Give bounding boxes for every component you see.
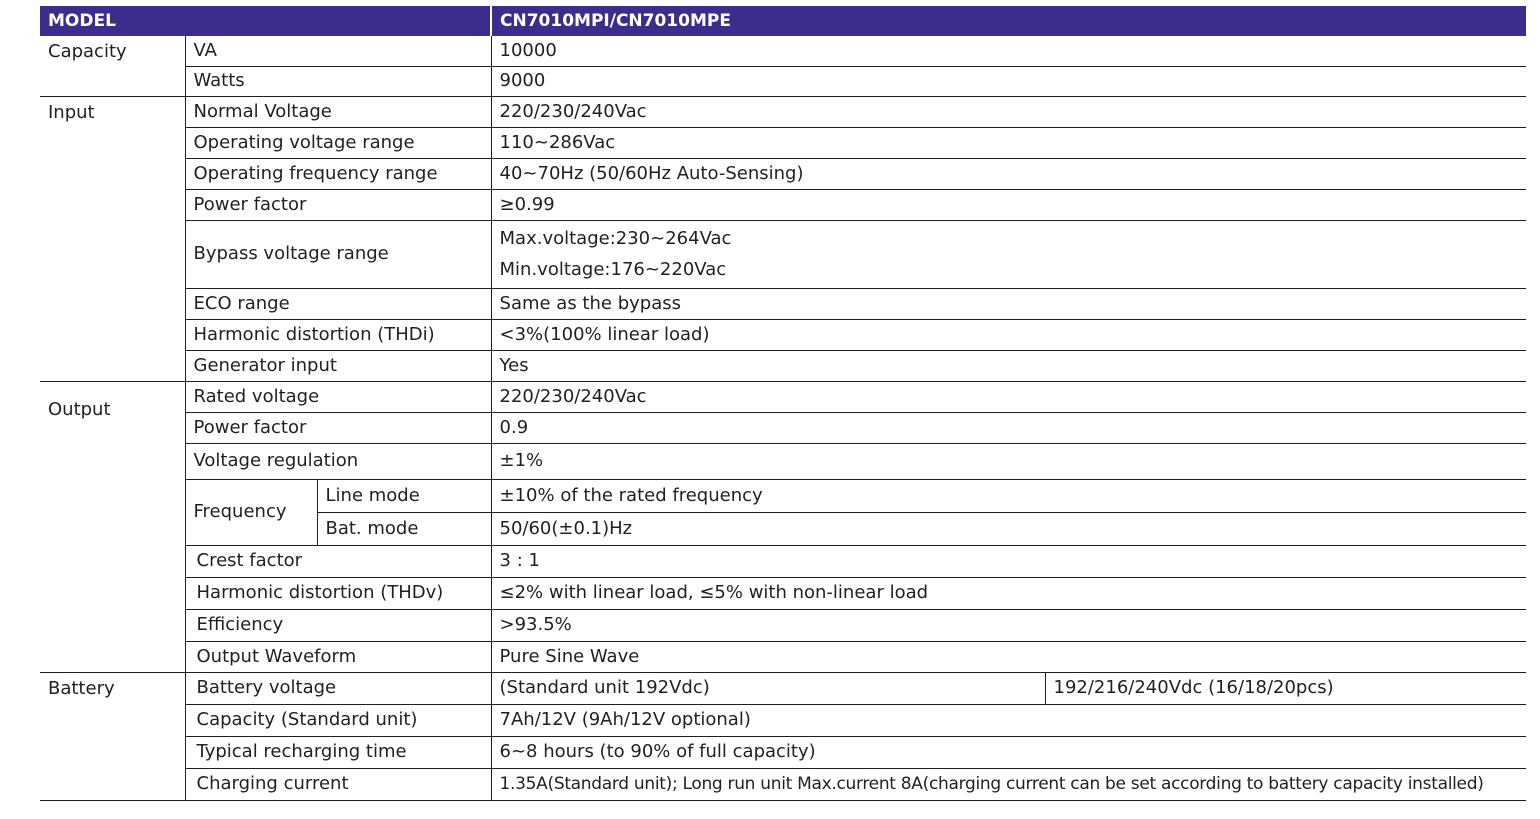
table-row [40,288,1526,319]
row-value: 50/60(±0.1)Hz [491,512,1526,545]
row-value: Pure Sine Wave [491,641,1526,672]
row-value: 1.35A(Standard unit); Long run unit Max.current 8A(charging current can be set according to battery capacity installed) [491,768,1526,800]
row-value: 0.9 [491,412,1526,443]
row-label: Bypass voltage range [185,220,491,288]
row-value: 6~8 hours (to 90% of full capacity) [491,736,1526,768]
category-input: Input [40,96,185,381]
header-row [40,6,1526,36]
table-row [40,220,1526,288]
row-value: 220/230/240Vac [491,381,1526,412]
table-row [40,350,1526,381]
row-value: ±1% [491,443,1526,479]
category-capacity: Capacity [40,36,185,96]
table-row [40,736,1526,768]
row-value: 40~70Hz (50/60Hz Auto-Sensing) [491,158,1526,189]
row-label: Generator input [185,350,491,381]
row-label: Normal Voltage [185,96,491,127]
table-row [40,479,1526,512]
row-label: Voltage regulation [185,443,491,479]
row-label: Power factor [185,189,491,220]
table-row [40,545,1526,577]
row-sublabel: Bat. mode [317,512,491,545]
row-value: ±10% of the rated frequency [491,479,1526,512]
model-header-label: MODEL [40,6,491,36]
row-label: Operating frequency range [185,158,491,189]
row-label: Crest factor [185,545,491,577]
table-row [40,189,1526,220]
spec-table [40,6,1526,801]
row-value: (Standard unit 192Vdc) [491,672,1045,704]
table-row [40,66,1526,96]
model-header-value: CN7010MPI/CN7010MPE [491,6,1526,36]
row-sublabel: Line mode [317,479,491,512]
row-value: 220/230/240Vac [491,96,1526,127]
row-value: 110~286Vac [491,127,1526,158]
table-row [40,443,1526,479]
row-value: 3 : 1 [491,545,1526,577]
row-value: 7Ah/12V (9Ah/12V optional) [491,704,1526,736]
row-value-secondary: 192/216/240Vdc (16/18/20pcs) [1045,672,1526,704]
table-row [40,577,1526,609]
row-label: Harmonic distortion (THDi) [185,319,491,350]
category-output: Output [40,381,185,672]
table-row [40,704,1526,736]
table-row [40,381,1526,412]
table-row [40,127,1526,158]
row-label: Efficiency [185,609,491,641]
row-value: 10000 [491,36,1526,66]
row-label-frequency: Frequency [185,479,317,545]
table-row [40,36,1526,66]
table-row [40,158,1526,189]
row-label: Harmonic distortion (THDv) [185,577,491,609]
bypass-max-voltage: Max.voltage:230~264Vac [499,228,732,249]
row-value-multiline [491,220,1526,288]
row-value: >93.5% [491,609,1526,641]
row-label: Power factor [185,412,491,443]
row-value: ≥0.99 [491,189,1526,220]
row-label: Battery voltage [185,672,491,704]
row-value: Yes [491,350,1526,381]
row-label: Charging current [185,768,491,800]
row-label: Output Waveform [185,641,491,672]
table-row [40,672,1526,704]
category-battery: Battery [40,672,185,800]
row-label: Operating voltage range [185,127,491,158]
table-row [40,412,1526,443]
table-row [40,768,1526,800]
table-row [40,641,1526,672]
row-label: Typical recharging time [185,736,491,768]
row-label: ECO range [185,288,491,319]
row-label: Rated voltage [185,381,491,412]
table-row [40,96,1526,127]
table-row [40,319,1526,350]
row-value: Same as the bypass [491,288,1526,319]
row-value: <3%(100% linear load) [491,319,1526,350]
row-label: Watts [185,66,491,96]
bypass-min-voltage: Min.voltage:176~220Vac [499,259,727,280]
row-label: VA [185,36,491,66]
row-label: Capacity (Standard unit) [185,704,491,736]
row-value: ≤2% with linear load, ≤5% with non-linear load [491,577,1526,609]
table-row [40,609,1526,641]
row-value: 9000 [491,66,1526,96]
